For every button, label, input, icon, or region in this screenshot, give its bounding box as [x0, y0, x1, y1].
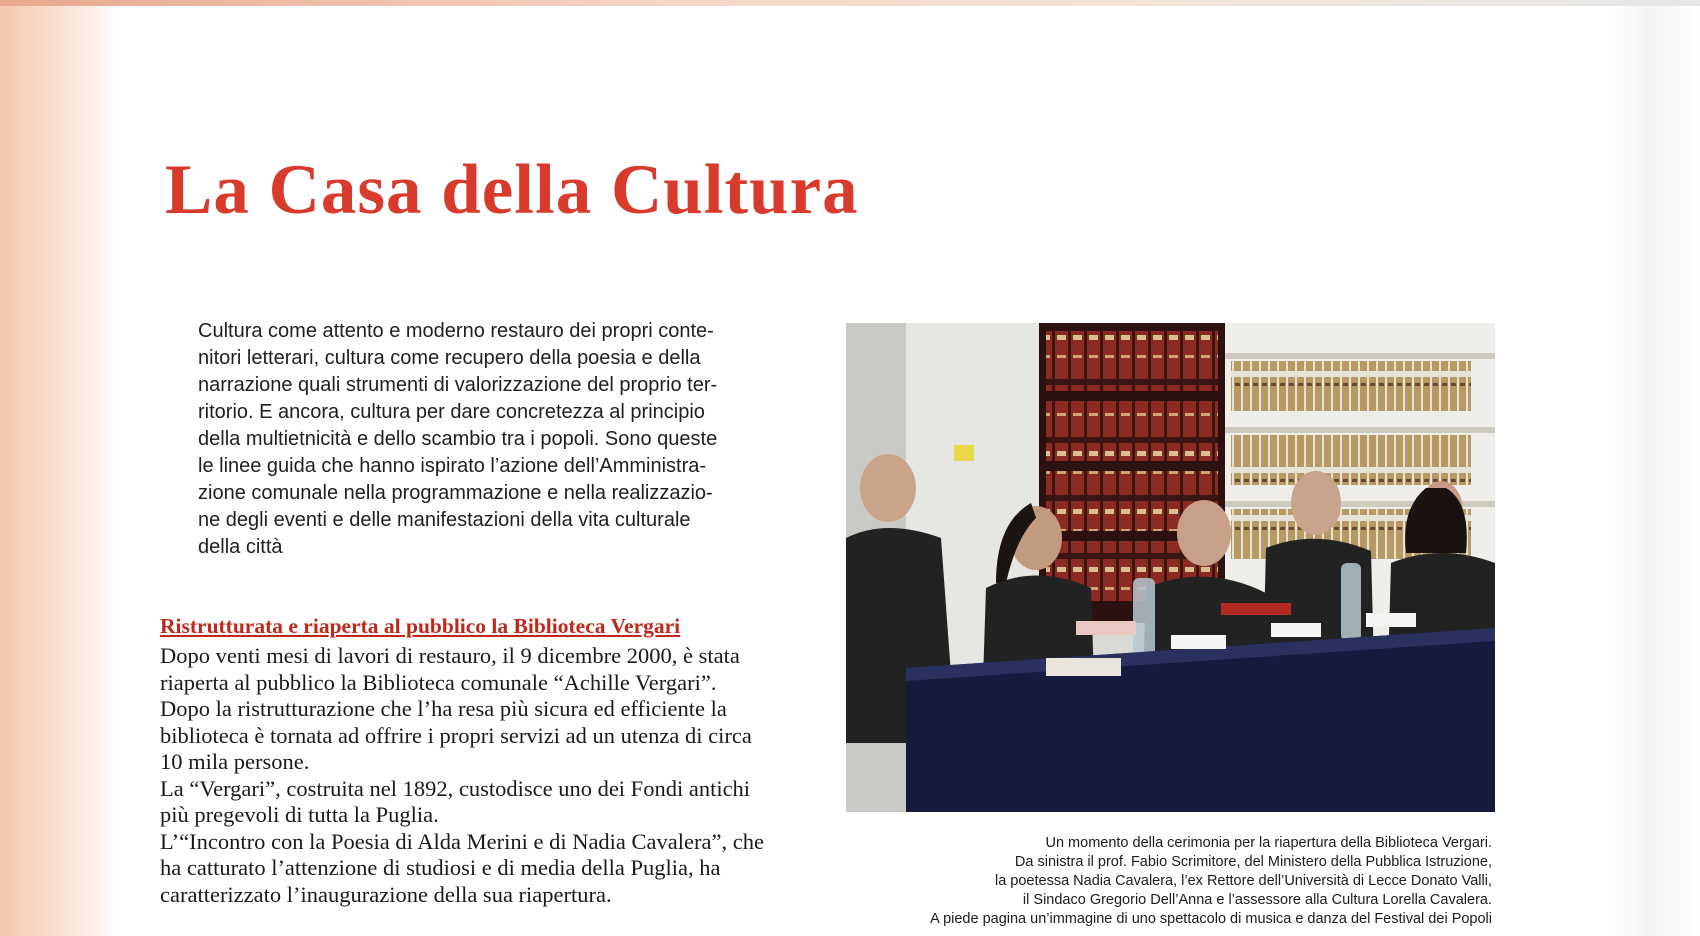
- article-line: 10 mila persone.: [160, 749, 310, 774]
- article-line: L’“Incontro con la Poesia di Alda Merini e di Nadia Cavalera”, che: [160, 828, 764, 854]
- caption-line: Un momento della cerimonia per la riapertura della Biblioteca Vergari.: [1045, 835, 1492, 851]
- article-line: ha catturato l’attenzione di studiosi e di media della Puglia, ha: [160, 855, 721, 880]
- intro-line: le linee guida che hanno ispirato l’azione dell’Amministra-: [198, 455, 707, 477]
- article-line: biblioteca è tornata ad offrire i propri servizi ad un utenza di circa: [160, 722, 752, 748]
- article-body: [160, 643, 820, 908]
- article-heading: Ristrutturata e riaperta al pubblico la Biblioteca Vergari: [160, 614, 681, 638]
- caption-line: Da sinistra il prof. Fabio Scrimitore, del Ministero della Pubblica Istruzione,: [1014, 854, 1492, 870]
- top-edge-strip: [0, 0, 1700, 6]
- intro-line: narrazione quali strumenti di valorizzazione del proprio ter-: [198, 374, 718, 396]
- article-line: Dopo la ristrutturazione che l’ha resa più sicura ed efficiente la: [160, 696, 727, 721]
- article-line: più pregevoli di tutta la Puglia.: [160, 802, 439, 827]
- intro-line: ritorio. E ancora, cultura per dare concretezza al principio: [198, 401, 705, 423]
- article-line: Dopo venti mesi di lavori di restauro, il 9 dicembre 2000, è stata: [160, 643, 740, 668]
- caption-line: A piede pagina un’immagine di uno spettacolo di musica e danza del Festival dei Popoli: [930, 911, 1492, 927]
- intro-line: Cultura come attento e moderno restauro dei propri conte-: [198, 320, 714, 342]
- intro-line: della città: [198, 536, 283, 558]
- page-title: La Casa della Cultura: [165, 151, 859, 229]
- intro-line: nitori letterari, cultura come recupero della poesia e della: [198, 347, 701, 369]
- intro-line: zione comunale nella programmazione e nella realizzazio-: [198, 482, 713, 504]
- photo-caption: [772, 834, 1492, 929]
- intro-paragraph: [198, 318, 798, 561]
- caption-line: il Sindaco Gregorio Dell’Anna e l’assessore alla Cultura Lorella Cavalera.: [1022, 892, 1492, 908]
- ceremony-photo: [846, 323, 1495, 812]
- caption-line: la poetessa Nadia Cavalera, l’ex Rettore dell’Università di Lecce Donato Valli,: [994, 873, 1492, 889]
- article-line: riaperta al pubblico la Biblioteca comunale “Achille Vergari”.: [160, 669, 717, 695]
- intro-line: della multietnicità e dello scambio tra i popoli. Sono queste: [198, 428, 718, 450]
- article-line: caratterizzato l’inaugurazione della sua riapertura.: [160, 881, 612, 907]
- article-line: La “Vergari”, costruita nel 1892, custodisce uno dei Fondi antichi: [160, 775, 751, 801]
- intro-line: ne degli eventi e delle manifestazioni della vita culturale: [198, 509, 691, 531]
